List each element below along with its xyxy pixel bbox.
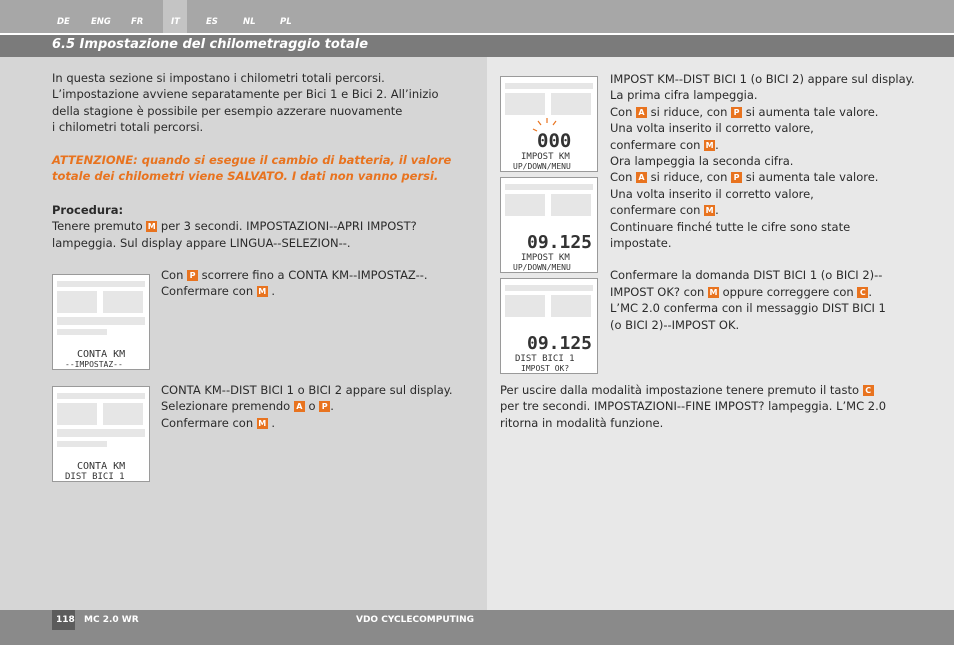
text: . xyxy=(271,415,276,430)
step-line xyxy=(610,202,914,218)
lcd-line-1: CONTA KM xyxy=(77,461,126,472)
footer-brand: VDO CYCLECOMPUTING xyxy=(356,615,475,625)
lcd-line-1: DIST BICI 1 xyxy=(515,354,575,364)
step-line: IMPOST KM--DIST BICI 1 (o BICI 2) appare sul display. xyxy=(610,72,915,86)
warning-line: totale dei chilometri viene SALVATO. I dati non vanno persi. xyxy=(52,169,439,184)
footer xyxy=(0,610,954,645)
procedure-block xyxy=(52,202,417,251)
page-number: 118 xyxy=(56,615,75,625)
lcd-line-1: IMPOST KM xyxy=(521,152,570,162)
p-key-icon: P xyxy=(731,172,742,183)
procedure-line xyxy=(52,218,417,234)
m-key-icon: M xyxy=(705,140,714,150)
language-bar xyxy=(0,0,954,33)
text: Con xyxy=(610,104,633,119)
m-key-icon: M xyxy=(147,222,156,232)
lcd-line-2: --IMPOSTAZ-- xyxy=(65,360,123,369)
step-line: L’MC 2.0 conferma con il messaggio DIST BICI 1 xyxy=(610,301,886,316)
step-line: Una volta inserito il corretto valore, xyxy=(610,121,814,136)
step-line: (o BICI 2)--IMPOST OK. xyxy=(610,317,740,332)
lang-it[interactable]: IT xyxy=(171,17,180,27)
text: confermare con xyxy=(610,203,701,218)
intro-line: i chilometri totali percorsi. xyxy=(52,120,204,135)
c-key-icon: C xyxy=(857,287,868,298)
intro-line: L’impostazione avviene separatamente per Bici 1 e Bici 2. All’inizio xyxy=(52,87,439,102)
step-line xyxy=(610,137,914,153)
a-key-icon: A xyxy=(294,401,305,412)
step-line xyxy=(610,104,914,120)
text: confermare con xyxy=(610,137,701,152)
text: . xyxy=(271,284,276,299)
a-key-icon: A xyxy=(636,107,647,118)
step-line: Ora lampeggia la seconda cifra. xyxy=(610,154,794,169)
exit-paragraph xyxy=(500,382,886,431)
step1-text xyxy=(161,267,428,300)
text: Con xyxy=(610,170,633,185)
lcd-display-conta-km-impostaz xyxy=(52,274,150,370)
section-title: 6.5 Impostazione del chilometraggio totale xyxy=(52,37,369,52)
lcd-line-1: IMPOST KM xyxy=(521,253,570,263)
lcd-graphic xyxy=(53,387,149,481)
m-key-icon: M xyxy=(258,418,267,428)
text: o xyxy=(308,399,316,414)
lcd-line-2: UP/DOWN/MENU xyxy=(513,263,571,272)
text: per 3 secondi. IMPOSTAZIONI--APRI IMPOST? xyxy=(160,219,417,234)
exit-line: ritorna in modalità funzione. xyxy=(500,415,664,430)
lcd-line-2: UP/DOWN/MENU xyxy=(513,162,571,171)
text: Per uscire dalla modalità impostazione tenere premuto il tasto xyxy=(500,383,860,397)
text: . xyxy=(330,399,334,414)
step-line xyxy=(161,398,453,414)
lcd-line-1: CONTA KM xyxy=(77,349,126,360)
text: oppure correggere con xyxy=(722,284,854,299)
text: Tenere premuto xyxy=(52,219,143,234)
text: scorrere fino a CONTA KM--IMPOSTAZ--. xyxy=(201,268,428,282)
step-line xyxy=(161,415,453,431)
c-key-icon: C xyxy=(863,385,874,396)
text: . xyxy=(868,284,872,299)
lcd-display-dist-bici-impost-ok xyxy=(500,278,598,374)
p-key-icon: P xyxy=(319,401,330,412)
text: Selezionare premendo xyxy=(161,399,291,414)
footer-model: MC 2.0 WR xyxy=(84,615,139,625)
text: si aumenta tale valore. xyxy=(745,104,879,119)
text: si riduce, con xyxy=(650,104,728,119)
text: si aumenta tale valore. xyxy=(745,170,879,185)
exit-line: per tre secondi. IMPOSTAZIONI--FINE IMPOST? lampeggia. L’MC 2.0 xyxy=(500,399,887,414)
step-line: impostate. xyxy=(610,236,672,251)
step-line: La prima cifra lampeggia. xyxy=(610,88,758,103)
step-line: Confermare la domanda DIST BICI 1 (o BICI 2)-- xyxy=(610,268,883,283)
warning-paragraph xyxy=(52,152,451,185)
lcd-value: 000 xyxy=(537,130,572,152)
warning-line: ATTENZIONE: quando si esegue il cambio di batteria, il valore xyxy=(52,153,452,167)
right-steps-text xyxy=(610,71,914,333)
lcd-graphic xyxy=(501,279,597,373)
step-line xyxy=(610,284,914,300)
lcd-value: 09.125 xyxy=(527,232,593,253)
step-line: Continuare finché tutte le cifre sono state xyxy=(610,219,851,234)
lcd-line-2: DIST BICI 1 xyxy=(65,472,125,481)
step-line: Una volta inserito il corretto valore, xyxy=(610,186,814,201)
lang-fr[interactable]: FR xyxy=(131,17,144,27)
text: . xyxy=(715,203,719,218)
text: . xyxy=(715,137,719,152)
lcd-line-2: IMPOST OK? xyxy=(521,364,570,373)
lang-nl[interactable]: NL xyxy=(243,17,256,27)
lcd-display-impost-km-first xyxy=(500,76,598,172)
text: si riduce, con xyxy=(650,170,728,185)
step-line xyxy=(161,267,428,283)
exit-line xyxy=(500,382,886,398)
a-key-icon: A xyxy=(636,172,647,183)
m-key-icon: M xyxy=(705,206,714,216)
intro-paragraph xyxy=(52,70,439,136)
text: IMPOST OK? con xyxy=(610,284,705,299)
lang-es[interactable]: ES xyxy=(206,17,218,27)
lang-de[interactable]: DE xyxy=(57,17,70,27)
lcd-graphic xyxy=(501,178,597,272)
procedure-line: lampeggia. Sul display appare LINGUA--SELEZION--. xyxy=(52,235,351,250)
procedure-heading: Procedura: xyxy=(52,203,124,217)
lcd-display-impost-km-value xyxy=(500,177,598,273)
lcd-graphic xyxy=(501,77,597,171)
text: Con xyxy=(161,268,184,282)
intro-line: In questa sezione si impostano i chilometri totali percorsi. xyxy=(52,71,385,85)
m-key-icon: M xyxy=(258,287,267,297)
lcd-value: 09.125 xyxy=(527,333,593,354)
lang-pl[interactable]: PL xyxy=(280,17,292,27)
p-key-icon: P xyxy=(731,107,742,118)
step-line: CONTA KM--DIST BICI 1 o BICI 2 appare sul display. xyxy=(161,383,453,397)
spacer xyxy=(610,251,914,267)
m-key-icon: M xyxy=(709,287,718,297)
step-line xyxy=(161,283,428,299)
section-title-bar xyxy=(0,35,954,57)
p-key-icon: P xyxy=(187,270,198,281)
lcd-graphic xyxy=(53,275,149,369)
lcd-display-conta-km-dist-bici xyxy=(52,386,150,482)
lang-eng[interactable]: ENG xyxy=(91,17,111,27)
intro-line: della stagione è possibile per esempio azzerare nuovamente xyxy=(52,103,403,118)
text: Confermare con xyxy=(161,415,254,430)
step-line xyxy=(610,169,914,185)
step2-text xyxy=(161,382,453,431)
text: Confermare con xyxy=(161,284,254,299)
